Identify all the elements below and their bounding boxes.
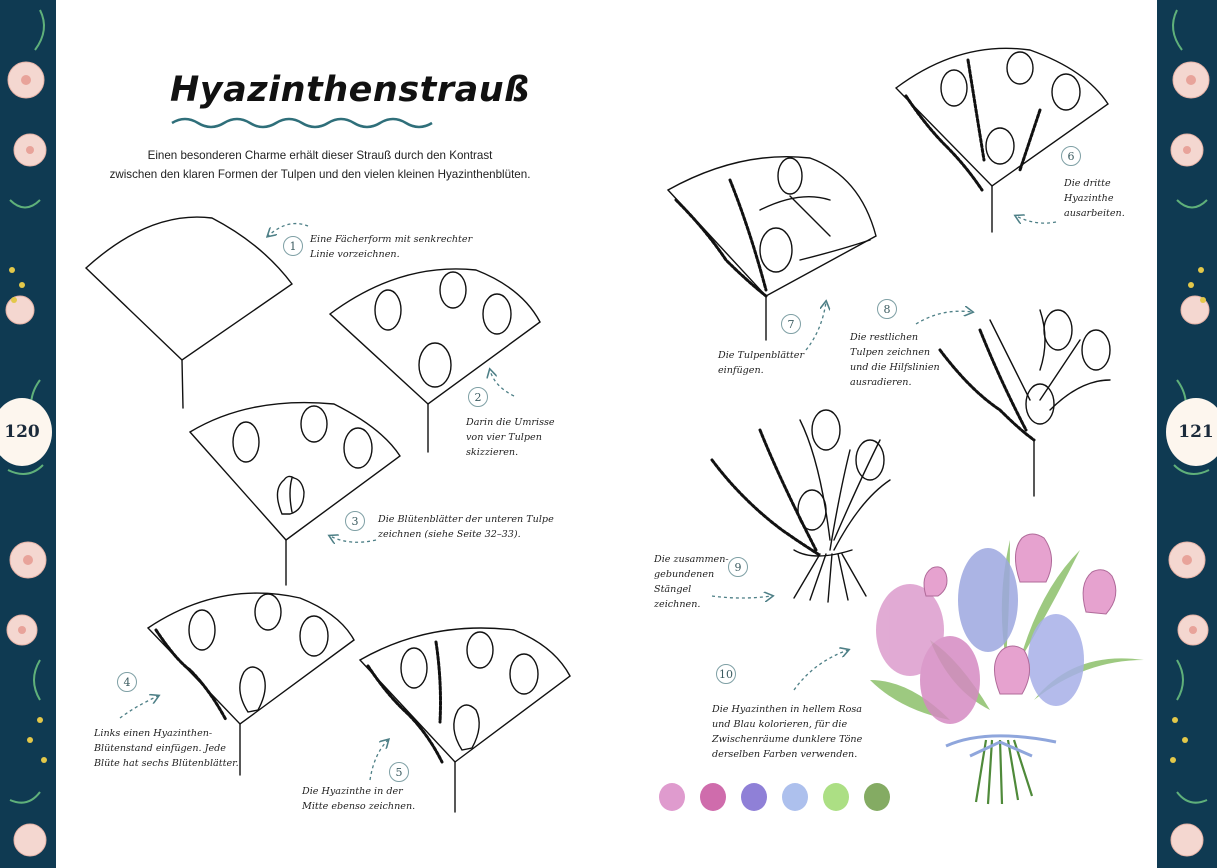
- color-swatch: [741, 783, 767, 811]
- step-line: Die zusammen-: [654, 554, 729, 565]
- step-line: und Blau kolorieren, für die: [712, 719, 848, 730]
- step-line: von vier Tulpen: [466, 432, 542, 443]
- step-number: 8: [877, 299, 897, 319]
- step-line: Die Tulpenblätter: [718, 350, 805, 361]
- step-number: 3: [345, 511, 365, 531]
- step-line: Stängel: [654, 584, 692, 595]
- step-text: [466, 415, 555, 460]
- step-line: und die Hilfslinien: [850, 362, 940, 373]
- step-line: ausradieren.: [850, 377, 912, 388]
- step-number: 9: [728, 557, 748, 577]
- step-line: zeichnen (siehe Seite 32–33).: [378, 529, 521, 540]
- step-line: Die Hyazinthe in der: [302, 786, 403, 797]
- fan-step-1: [86, 217, 292, 408]
- intro-line: Einen besonderen Charme erhält dieser Strauß durch den Kontrast: [147, 149, 493, 162]
- step-text: [850, 330, 940, 390]
- colored-bouquet: [870, 534, 1144, 804]
- step-line: Blütenstand einfügen. Jede: [94, 743, 226, 754]
- step-line: skizzieren.: [466, 447, 519, 458]
- step-line: Links einen Hyazinthen-: [94, 728, 213, 739]
- step-line: Linie vorzeichnen.: [310, 249, 400, 260]
- page-number-left: 120: [0, 398, 52, 466]
- step-number: 2: [468, 387, 488, 407]
- step-line: Mitte ebenso zeichnen.: [302, 801, 416, 812]
- fan-step-3: [190, 403, 400, 585]
- page-number-right: 121: [1166, 398, 1217, 466]
- step-line: Darin die Umrisse: [466, 417, 555, 428]
- step-text: [718, 348, 804, 378]
- fan-step-7: [668, 157, 876, 340]
- step-line: Hyazinthe: [1064, 193, 1114, 204]
- step-text: [310, 232, 472, 262]
- step-line: Die Blütenblätter der unteren Tulpe: [378, 514, 554, 525]
- step-line: ausarbeiten.: [1064, 208, 1125, 219]
- step-line: Eine Fächerform mit senkrechter: [310, 234, 473, 245]
- step-line: Die restlichen: [850, 332, 919, 343]
- step-text: [378, 512, 554, 542]
- step-line: derselben Farben verwenden.: [712, 749, 858, 760]
- step-line: Zwischenräume dunklere Töne: [712, 734, 863, 745]
- color-swatch: [700, 783, 726, 811]
- step-number: 1: [283, 236, 303, 256]
- step-number: 5: [389, 762, 409, 782]
- step-line: Die dritte: [1064, 178, 1111, 189]
- step-line: einfügen.: [718, 365, 764, 376]
- step-text: [654, 552, 729, 612]
- page-title: Hyazinthenstrauß: [170, 70, 530, 110]
- step-line: Die Hyazinthen in hellem Rosa: [712, 704, 862, 715]
- step-number: 7: [781, 314, 801, 334]
- step-text: [94, 726, 239, 771]
- color-swatch: [782, 783, 808, 811]
- color-swatch: [659, 783, 685, 811]
- step-line: gebundenen: [654, 569, 715, 580]
- step-line: Blüte hat sechs Blütenblätter.: [94, 758, 239, 769]
- intro-line: zwischen den klaren Formen der Tulpen und den vielen kleinen Hyazinthenblüten.: [109, 168, 531, 181]
- step-text: [712, 702, 862, 762]
- step-text: [302, 784, 415, 814]
- step-text: [1064, 176, 1125, 221]
- bouquet-step-8: [940, 310, 1110, 496]
- step-line: zeichnen.: [654, 599, 701, 610]
- color-swatch: [864, 783, 890, 811]
- color-swatch: [823, 783, 849, 811]
- step-number: 6: [1061, 146, 1081, 166]
- step-number: 4: [117, 672, 137, 692]
- step-number: 10: [716, 664, 736, 684]
- step-line: Tulpen zeichnen: [850, 347, 931, 358]
